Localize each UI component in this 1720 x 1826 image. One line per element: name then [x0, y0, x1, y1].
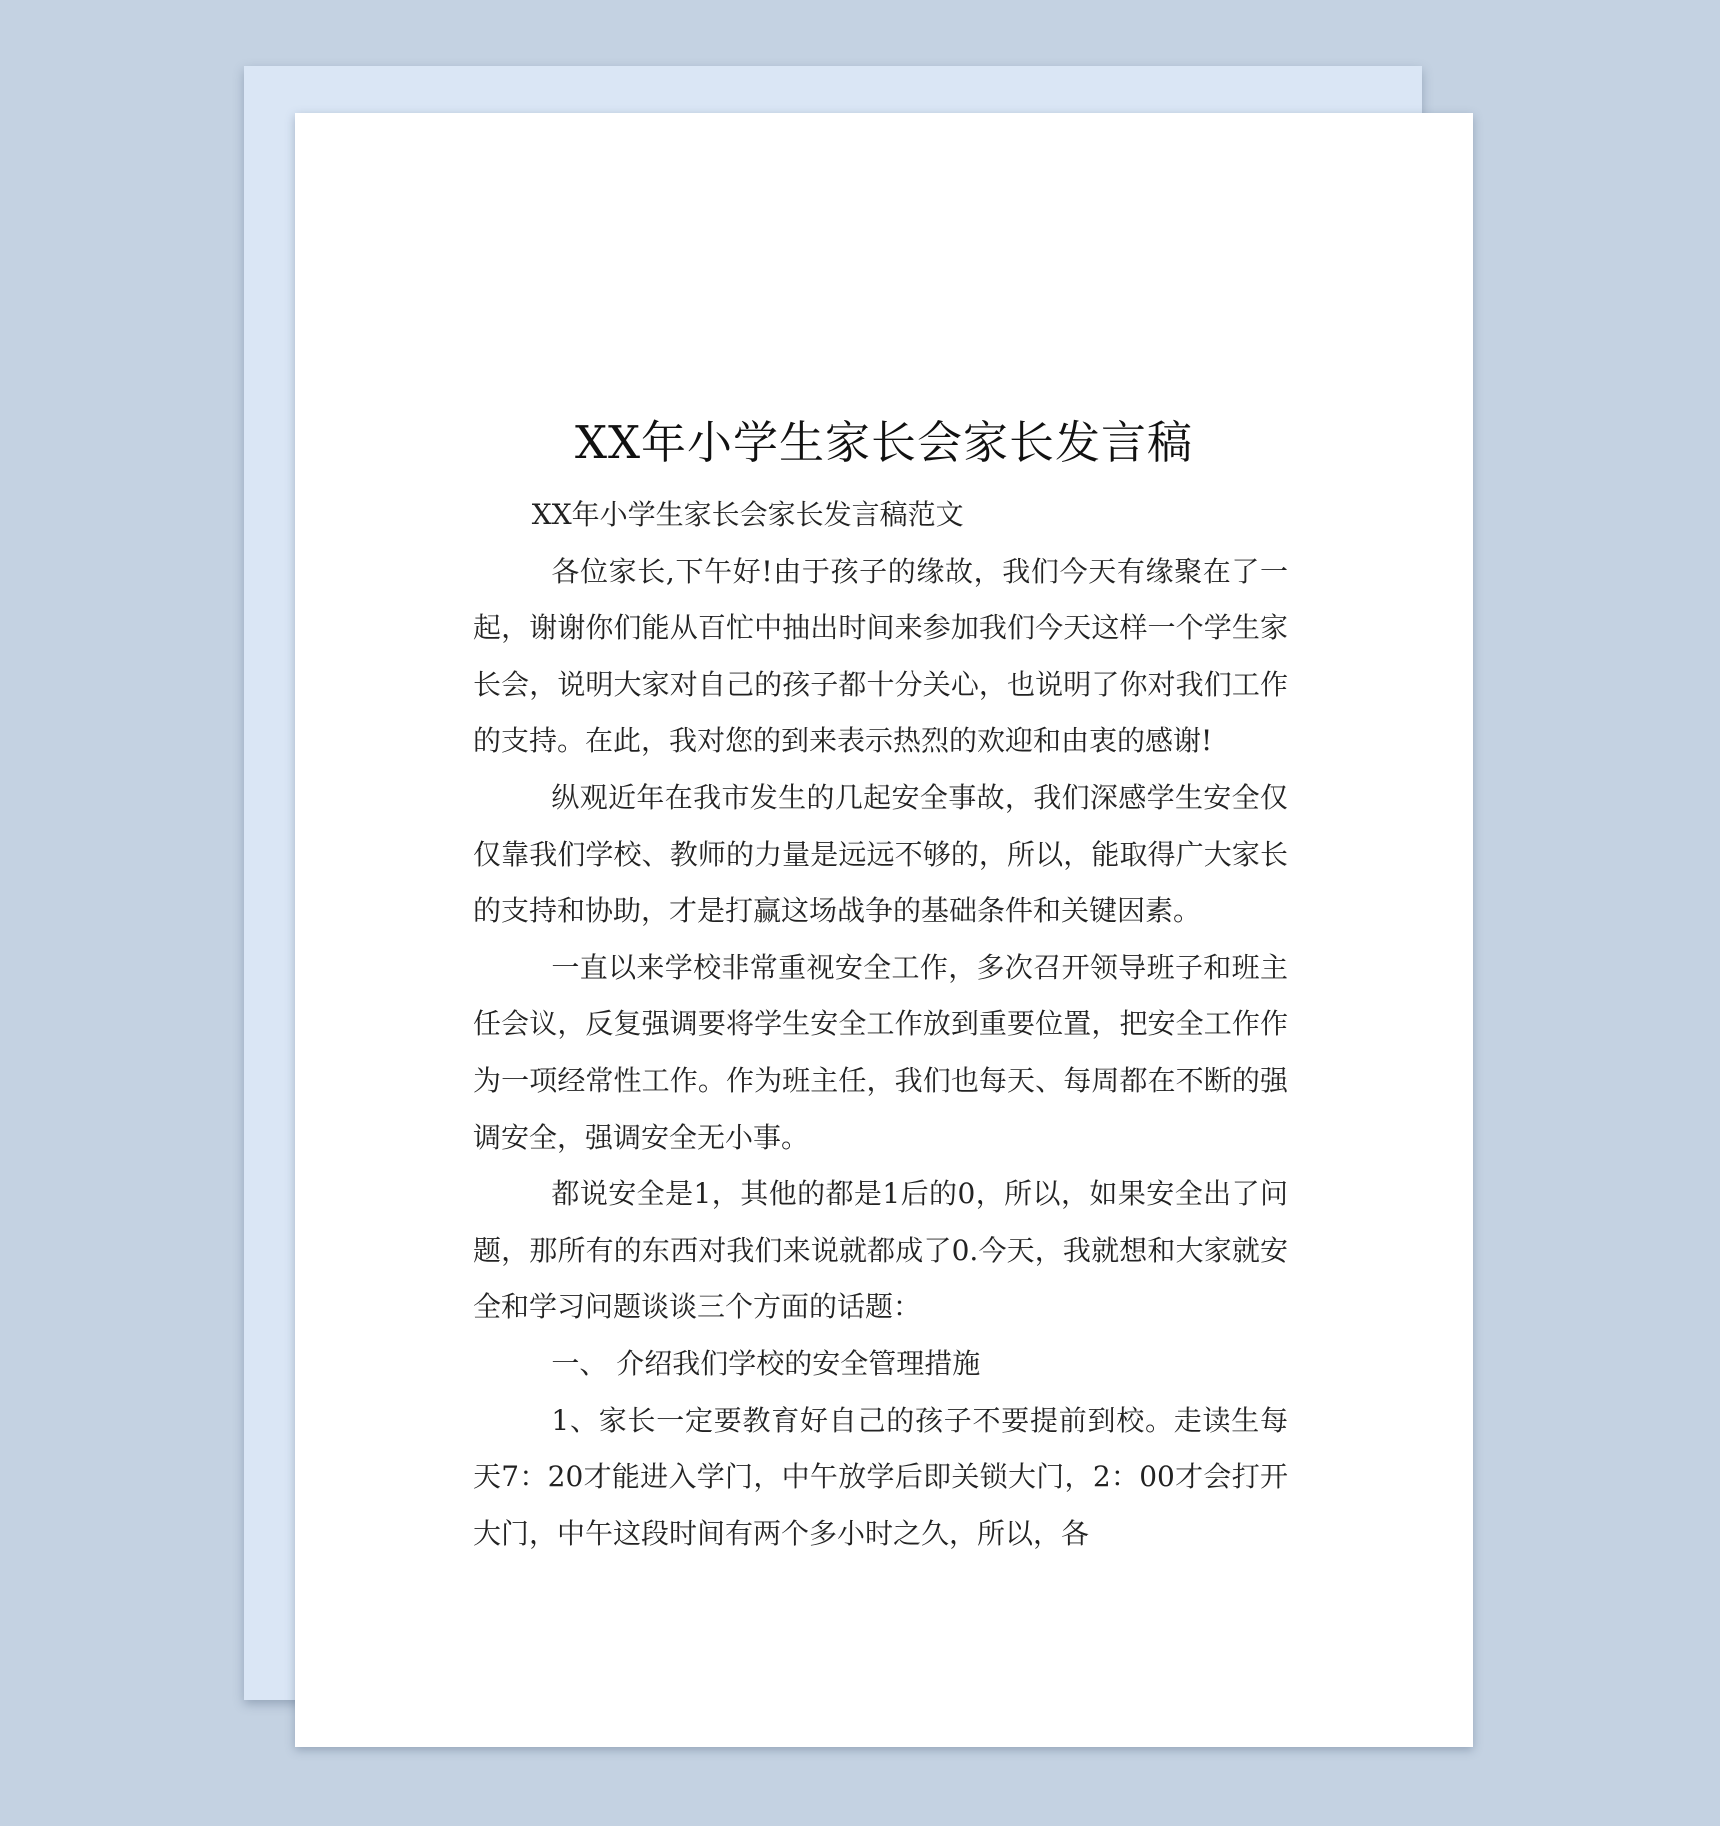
- paragraph-safety-incidents: 纵观近年在我市发生的几起安全事故，我们深感学生安全仅仅靠我们学校、教师的力量是远远不够的，所以，能取得广大家长的支持和协助，才是打赢这场战争的基础条件和关键因素。: [473, 780, 1288, 928]
- paragraph-greeting: 各位家长,下午好!由于孩子的缘故，我们今天有缘聚在了一起，谢谢你们能从百忙中抽出时间来参加我们今天这样一个学生家长会，说明大家对自己的孩子都十分关心，也说明了你对我们工作的支持。在此，我对您的到来表示热烈的欢迎和由衷的感谢!: [473, 554, 1288, 758]
- paragraph-school-measures: 一直以来学校非常重视安全工作，多次召开领导班子和班主任会议，反复强调要将学生安全工作放到重要位置，把安全工作作为一项经常性工作。作为班主任，我们也每天、每周都在不断的强调安全，强调安全无小事。: [473, 950, 1288, 1154]
- paragraph-item-1: 1、家长一定要教育好自己的孩子不要提前到校。走读生每天7：20才能进入学门，中午放学后即关锁大门，2：00才会打开大门，中午这段时间有两个多小时之久，所以，各: [473, 1403, 1288, 1550]
- section-heading-1: 一、 介绍我们学校的安全管理措施: [551, 1346, 981, 1380]
- document-body: [473, 487, 1288, 1562]
- document-title: XX年小学生家长会家长发言稿: [574, 416, 1194, 469]
- paragraph-safety-is-one: 都说安全是1，其他的都是1后的0，所以，如果安全出了问题，那所有的东西对我们来说就都成了0.今天，我就想和大家就安全和学习问题谈谈三个方面的话题：: [473, 1177, 1288, 1324]
- document-subtitle: XX年小学生家长会家长发言稿范文: [531, 498, 964, 531]
- document-page: [295, 113, 1473, 1747]
